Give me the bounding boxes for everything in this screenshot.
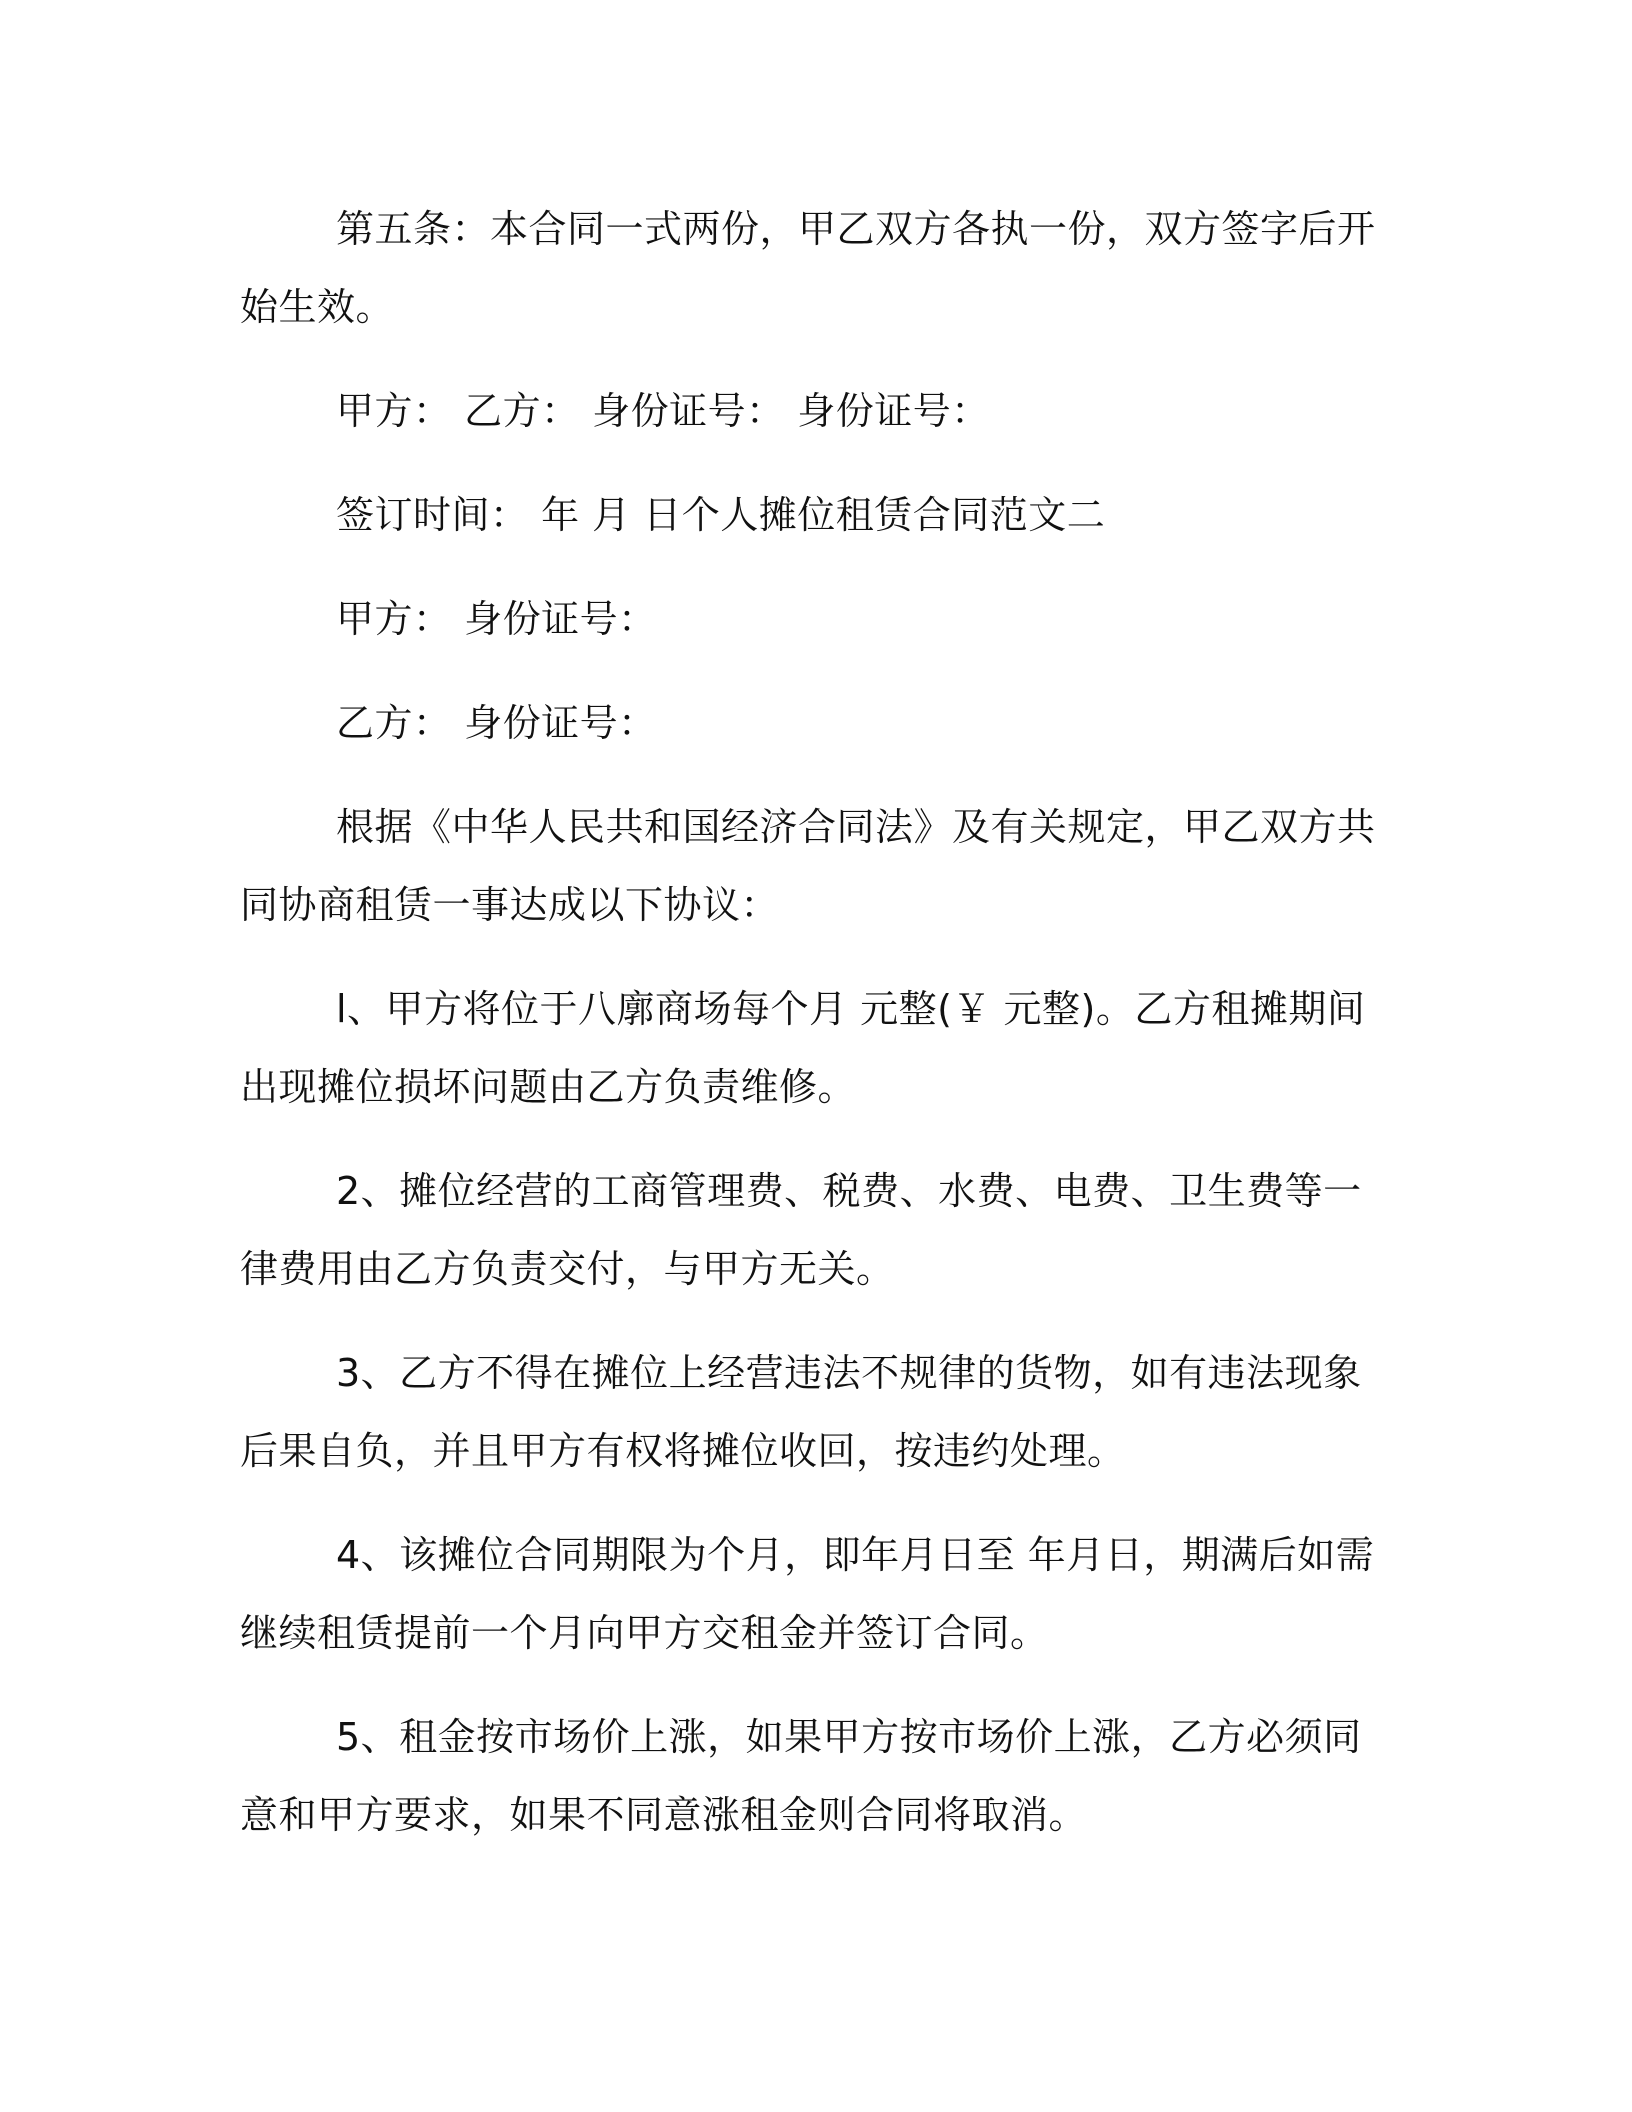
paragraph-signatures: 甲方： 乙方： 身份证号： 身份证号：	[336, 389, 990, 433]
paragraph-clause-3: 3、乙方不得在摊位上经营违法不规律的货物，如有违法现象后果自负，并且甲方有权将摊位收回，按违约处理。	[240, 1351, 1362, 1473]
paragraph-clause-1: l、甲方将位于八廓商场每个月 元整(￥ 元整)。乙方租摊期间出现摊位损坏问题由乙方负责维修。	[240, 987, 1366, 1109]
paragraph-clause-4: 4、该摊位合同期限为个月，即年月日至 年月日，期满后如需继续租赁提前一个月向甲方交租金并签订合同。	[240, 1533, 1375, 1655]
paragraph-party-a: 甲方： 身份证号：	[336, 597, 657, 641]
paragraph-preamble: 根据《中华人民共和国经济合同法》及有关规定，甲乙双方共同协商租赁一事达成以下协议：	[240, 805, 1376, 927]
paragraph-clause-2: 2、摊位经营的工商管理费、税费、水费、电费、卫生费等一律费用由乙方负责交付，与甲方无关。	[240, 1169, 1362, 1291]
paragraph-clause-5: 5、租金按市场价上涨，如果甲方按市场价上涨，乙方必须同意和甲方要求，如果不同意涨租金则合同将取消。	[240, 1715, 1362, 1837]
document-body	[240, 190, 1388, 1880]
paragraph-article-5: 第五条：本合同一式两份，甲乙双方各执一份，双方签字后开始生效。	[240, 207, 1376, 329]
paragraph-party-b: 乙方： 身份证号：	[336, 701, 657, 745]
paragraph-sign-date: 签订时间： 年 月 日个人摊位租赁合同范文二	[336, 493, 1106, 537]
